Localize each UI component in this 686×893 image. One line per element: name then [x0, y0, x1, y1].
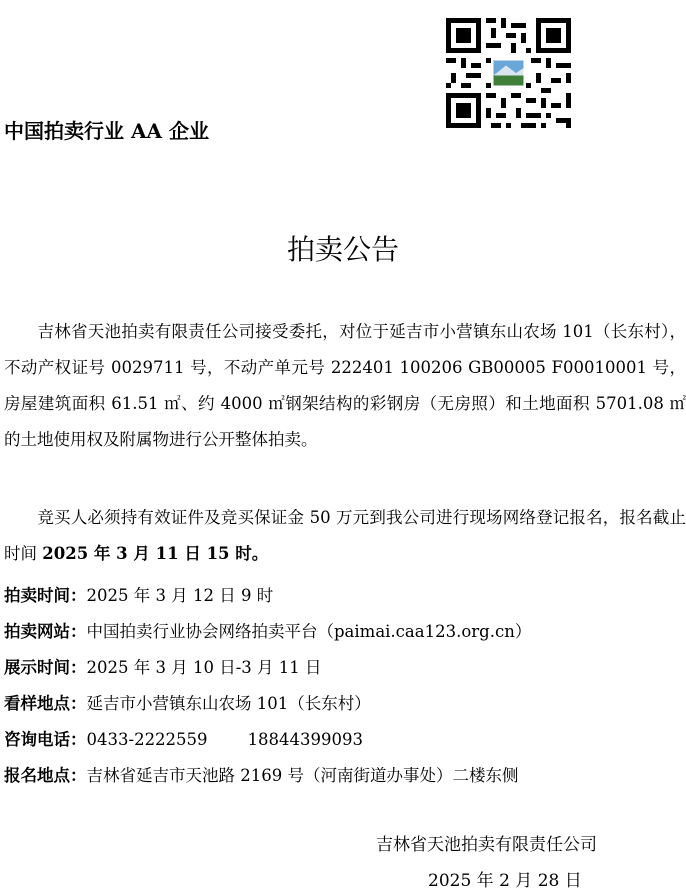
auction-website-value: 中国拍卖行业协会网络拍卖平台（paimai.caa123.org.cn）	[86, 622, 532, 641]
registration-location-label: 报名地点：	[4, 766, 87, 785]
contact-phone-value-2: 18844399093	[247, 730, 364, 749]
exhibition-time-row	[4, 654, 322, 678]
company-tagline: 中国拍卖行业 AA 企业	[4, 119, 209, 143]
auction-website-row	[4, 618, 531, 642]
qr-code	[446, 18, 571, 128]
contact-phone-row	[4, 726, 363, 750]
registration-location-row	[4, 762, 518, 786]
auction-website-label: 拍卖网站：	[4, 622, 87, 641]
registration-intro: 竞买人必须持有效证件及竞买保证金 50 万元到我公司进行现场网络登记报名，报名截止时间	[4, 508, 686, 563]
viewing-location-row	[4, 690, 371, 714]
auction-time-value: 2025 年 3 月 12 日 9 时	[86, 586, 274, 605]
notice-paragraph-2	[4, 500, 686, 572]
contact-phone-label: 咨询电话：	[4, 730, 87, 749]
viewing-location-label: 看样地点：	[4, 694, 87, 713]
contact-phone-value-1: 0433-2222559	[86, 730, 208, 749]
notice-date: 2025 年 2 月 28 日	[428, 871, 582, 891]
notice-title: 拍卖公告	[286, 233, 399, 266]
viewing-location-value: 延吉市小营镇东山农场 101（长东村）	[86, 694, 371, 713]
notice-paragraph-1: 吉林省天池拍卖有限责任公司接受委托，对位于延吉市小营镇东山农场 101（长东村），不动产权证号 0029711 号，不动产单元号 222401 100206 GB00005 F00010001 号，房屋建筑面积 61.51 ㎡、约 4000 ㎡钢架结构的彩钢房（无房照）和土地面积 5701.08 ㎡的土地使用权及附属物进行公开整体拍卖。	[4, 322, 686, 449]
auction-time-row	[4, 582, 273, 606]
registration-deadline: 2025 年 3 月 11 日 15 时。	[42, 544, 269, 563]
company-signature: 吉林省天池拍卖有限责任公司	[376, 835, 597, 855]
exhibition-time-label: 展示时间：	[4, 658, 87, 677]
auction-time-label: 拍卖时间：	[4, 586, 87, 605]
registration-location-value: 吉林省延吉市天池路 2169 号（河南街道办事处）二楼东侧	[86, 766, 519, 785]
exhibition-time-value: 2025 年 3 月 10 日-3 月 11 日	[86, 658, 322, 677]
